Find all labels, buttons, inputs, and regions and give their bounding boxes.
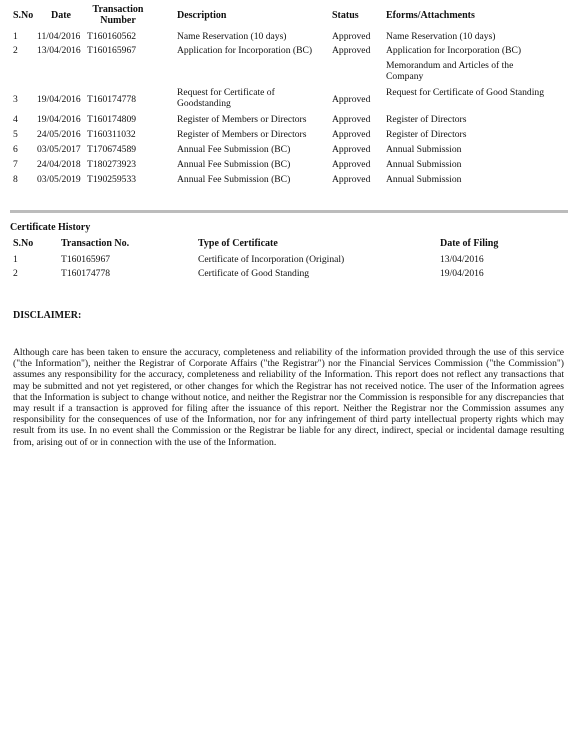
- row-status: Approved: [332, 144, 371, 155]
- row-status: Approved: [332, 31, 371, 42]
- row-sno: 6: [13, 144, 18, 155]
- row-status: Approved: [332, 159, 371, 170]
- header-status: Status: [332, 10, 359, 21]
- row-transaction: T190259533: [87, 174, 137, 185]
- cert-row-transaction: T160165967: [61, 254, 111, 265]
- row-sno: 1: [13, 31, 18, 42]
- row-description: Application for Incorporation (BC): [177, 45, 313, 56]
- header-eforms: Eforms/Attachments: [386, 10, 475, 21]
- cert-row-date: 19/04/2016: [440, 268, 484, 279]
- row-sno: 4: [13, 114, 18, 125]
- cert-row-type: Certificate of Good Standing: [198, 268, 310, 279]
- row-description: Request for Certificate of Goodstanding: [177, 87, 275, 109]
- row-status: Approved: [332, 45, 371, 56]
- header-transaction-number: Transaction Number: [92, 4, 144, 26]
- row-status: Approved: [332, 129, 371, 140]
- row-status: Approved: [332, 94, 371, 105]
- cert-row-sno: 1: [13, 254, 18, 265]
- row-eform: Memorandum and Articles of the Company: [386, 60, 514, 82]
- cert-row-sno: 2: [13, 268, 18, 279]
- row-date: 19/04/2016: [37, 94, 81, 105]
- row-eform: Annual Submission: [386, 159, 462, 170]
- row-date: 13/04/2016: [37, 45, 81, 56]
- row-sno: 2: [13, 45, 18, 56]
- row-date: 03/05/2019: [37, 174, 81, 185]
- row-eform: Annual Submission: [386, 144, 462, 155]
- cert-row-transaction: T160174778: [61, 268, 111, 279]
- row-sno: 5: [13, 129, 18, 140]
- disclaimer-title: DISCLAIMER:: [13, 310, 82, 321]
- row-eform: Application for Incorporation (BC): [386, 45, 522, 56]
- section-divider: [10, 210, 568, 213]
- row-description: Register of Members or Directors: [177, 129, 307, 140]
- header-description: Description: [177, 10, 227, 21]
- row-description: Annual Fee Submission (BC): [177, 159, 291, 170]
- row-sno: 3: [13, 94, 18, 105]
- row-transaction: T180273923: [87, 159, 137, 170]
- row-sno: 7: [13, 159, 18, 170]
- row-status: Approved: [332, 174, 371, 185]
- row-eform: Request for Certificate of Good Standing: [386, 87, 544, 98]
- row-eform: Register of Directors: [386, 129, 467, 140]
- cert-header-transaction: Transaction No.: [61, 238, 130, 249]
- row-description: Annual Fee Submission (BC): [177, 174, 291, 185]
- row-transaction: T170674589: [87, 144, 137, 155]
- row-date: 24/05/2016: [37, 129, 81, 140]
- row-eform: Register of Directors: [386, 114, 467, 125]
- row-transaction: T160165967: [87, 45, 137, 56]
- row-transaction: T160174778: [87, 94, 137, 105]
- row-date: 03/05/2017: [37, 144, 81, 155]
- certificate-history-title: Certificate History: [10, 222, 91, 233]
- cert-header-date: Date of Filing: [440, 238, 499, 249]
- cert-row-date: 13/04/2016: [440, 254, 484, 265]
- cert-row-type: Certificate of Incorporation (Original): [198, 254, 345, 265]
- row-description: Register of Members or Directors: [177, 114, 307, 125]
- header-sno: S.No: [13, 10, 34, 21]
- row-transaction: T160311032: [87, 129, 136, 140]
- cert-header-sno: S.No: [13, 238, 34, 249]
- cert-header-type: Type of Certificate: [198, 238, 278, 249]
- disclaimer-text: Although care has been taken to ensure the accuracy, completeness and reliability of the information provided through the use of this service ("the Information"), neither the Registrar of Corporate Affairs ("the Registrar") nor the Financial Services Commission ("the Commission") assumes any responsibility for the accuracy, completeness and reliability of the Information. This report does not reflect any transactions that may be submitted and not yet registered, or other changes for which the Registrar has not received notice. The user of the Information agrees that the Information is subject to change without notice, and neither the Registrar nor the Commission is responsible for any discrepancies that may result if a transaction is approved for filing after the issuance of this report. Neither the Registrar nor the Commission assumes any responsibility for the consequences of use of the Information, nor for any infringement of third party intellectual property rights which may result from its use. In no event shall the Commission or the Registrar be liable for any direct, indirect, special or incidental damage resulting from, arising out of or in connection with the use of the Information.: [13, 347, 564, 448]
- row-date: 24/04/2018: [37, 159, 81, 170]
- row-status: Approved: [332, 114, 371, 125]
- row-date: 19/04/2016: [37, 114, 81, 125]
- row-eform: Annual Submission: [386, 174, 462, 185]
- row-transaction: T160174809: [87, 114, 137, 125]
- header-date: Date: [51, 10, 71, 21]
- row-description: Name Reservation (10 days): [177, 31, 287, 42]
- row-eform: Name Reservation (10 days): [386, 31, 496, 42]
- row-description: Annual Fee Submission (BC): [177, 144, 291, 155]
- row-sno: 8: [13, 174, 18, 185]
- row-date: 11/04/2016: [37, 31, 81, 42]
- row-transaction: T160160562: [87, 31, 137, 42]
